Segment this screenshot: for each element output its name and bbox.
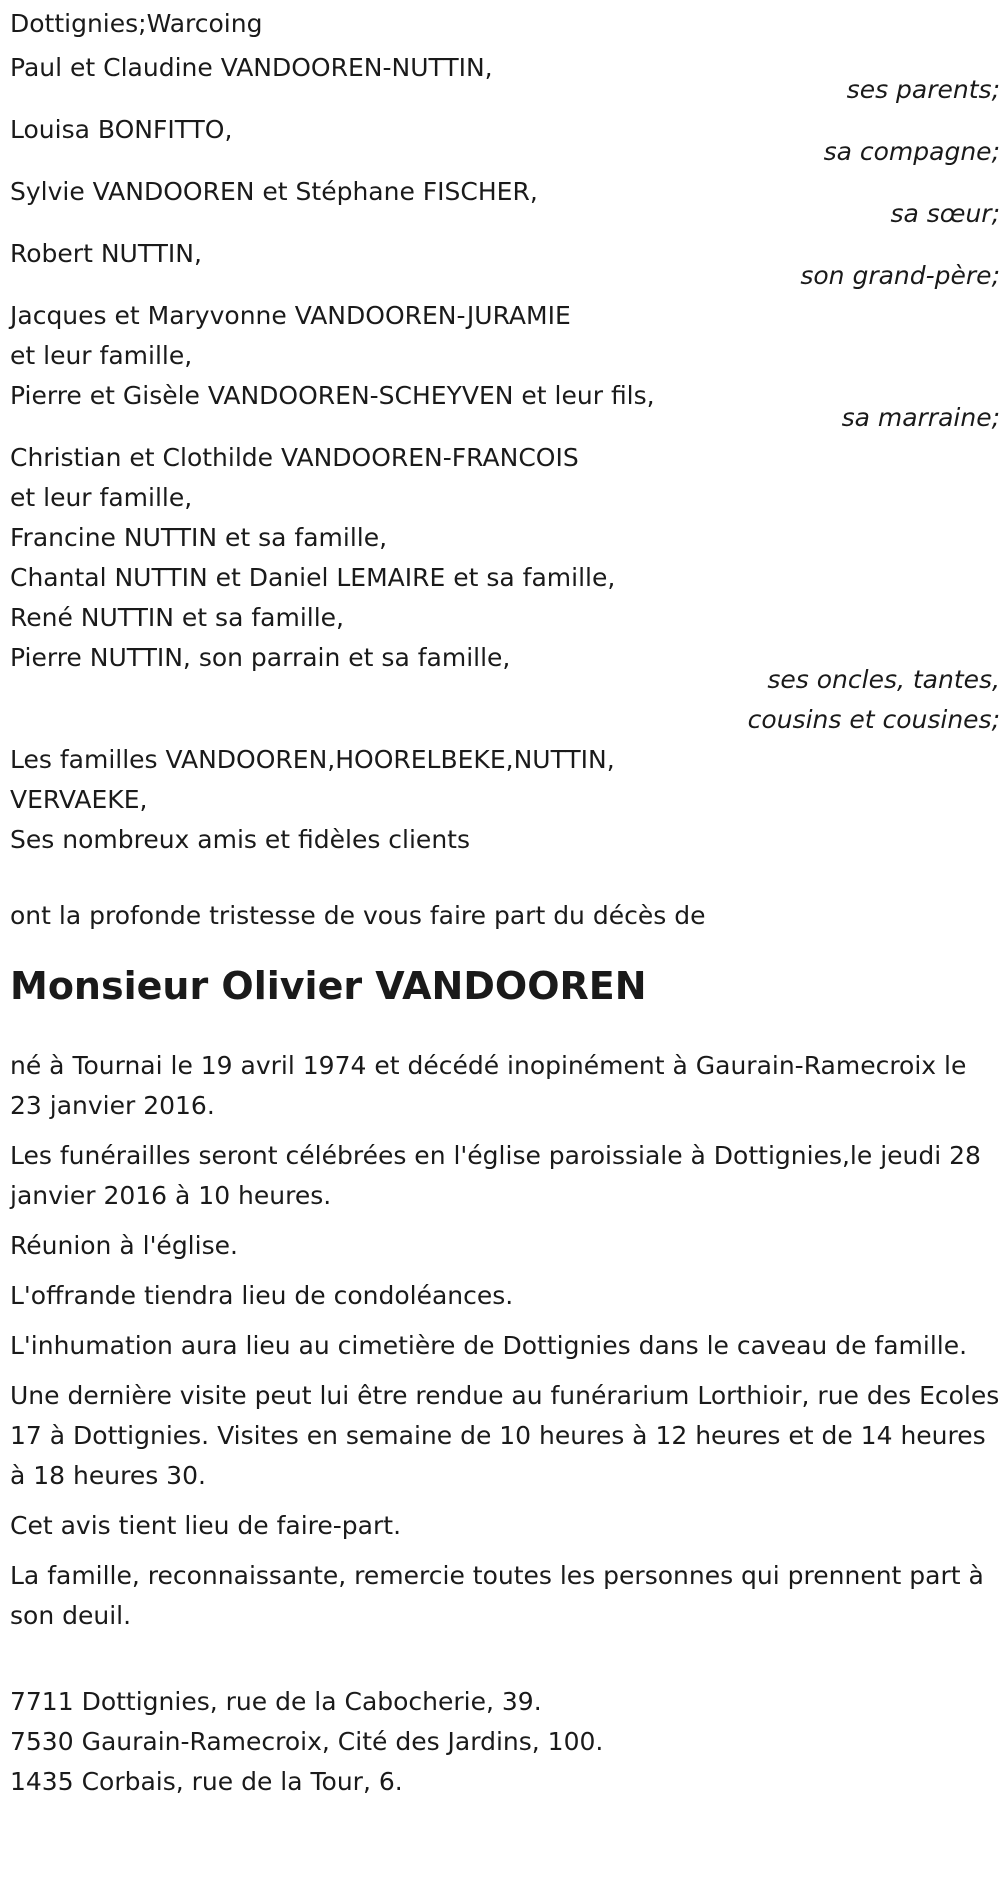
header-section (10, 4, 1000, 44)
announcement-section (10, 896, 1000, 1016)
announcement-intro: ont la profonde tristesse de vous faire part du décès de (10, 901, 706, 930)
godmother-relation: sa marraine; (841, 403, 1000, 432)
uncles-line-1: Christian et Clothilde VANDOOREN-FRANCOIS (10, 443, 579, 472)
families-line-3: Ses nombreux amis et fidèles clients (10, 825, 470, 854)
uncles-line-2: et leur famille, (10, 483, 193, 512)
families-line-2: VERVAEKE, (10, 785, 148, 814)
birth-death-paragraph: né à Tournai le 19 avril 1974 et décédé inopinément à Gaurain-Ramecroix le 23 janvier 2016. (10, 1051, 967, 1120)
grandfather-name: Robert NUTTIN, (10, 239, 202, 268)
uncles-line-6: Pierre NUTTIN, son parrain et sa famille, (10, 643, 511, 672)
address-line-1: 7711 Dottignies, rue de la Cabocherie, 39. (10, 1687, 542, 1716)
grandfather-relation: son grand-père; (800, 261, 1000, 290)
visit-paragraph: Une dernière visite peut lui être rendue au funérarium Lorthioir, rue des Ecoles 17 à Dottignies. Visites en semaine de 10 heures à 12 heures et de 14 heures à 18 heures 30. (10, 1381, 1000, 1490)
companion-relation: sa compagne; (823, 137, 1000, 166)
sister-name: Sylvie VANDOOREN et Stéphane FISCHER, (10, 177, 538, 206)
uncles-line-5: René NUTTIN et sa famille, (10, 603, 344, 632)
funeral-paragraph: Les funérailles seront célébrées en l'église paroissiale à Dottignies,le jeudi 28 janvier 2016 à 10 heures. (10, 1141, 981, 1210)
burial-paragraph: L'inhumation aura lieu au cimetière de Dottignies dans le caveau de famille. (10, 1331, 968, 1360)
location-line: Dottignies;Warcoing (10, 9, 263, 38)
parents-relation: ses parents; (846, 75, 1000, 104)
family-section (10, 48, 1000, 860)
notice-paragraph: Cet avis tient lieu de faire-part. (10, 1511, 402, 1540)
godmother-line-2: et leur famille, (10, 341, 193, 370)
uncles-line-3: Francine NUTTIN et sa famille, (10, 523, 388, 552)
godmother-line-3: Pierre et Gisèle VANDOOREN-SCHEYVEN et leur fils, (10, 381, 655, 410)
address-line-2: 7530 Gaurain-Ramecroix, Cité des Jardins, 100. (10, 1727, 604, 1756)
companion-name: Louisa BONFITTO, (10, 115, 233, 144)
uncles-relation-2: cousins et cousines; (747, 705, 1000, 734)
uncles-line-4: Chantal NUTTIN et Daniel LEMAIRE et sa famille, (10, 563, 616, 592)
godmother-line-1: Jacques et Maryvonne VANDOOREN-JURAMIE (10, 301, 571, 330)
families-line-1: Les familles VANDOOREN,HOORELBEKE,NUTTIN, (10, 745, 615, 774)
sister-relation: sa sœur; (890, 199, 1000, 228)
deceased-name: Monsieur Olivier VANDOOREN (10, 964, 647, 1008)
uncles-relation-1: ses oncles, tantes, (767, 665, 1000, 694)
meeting-paragraph: Réunion à l'église. (10, 1231, 238, 1260)
offering-paragraph: L'offrande tiendra lieu de condoléances. (10, 1281, 514, 1310)
parents-name: Paul et Claudine VANDOOREN-NUTTIN, (10, 53, 493, 82)
details-section (10, 1046, 1000, 1636)
thanks-paragraph: La famille, reconnaissante, remercie toutes les personnes qui prennent part à son deuil. (10, 1561, 984, 1630)
addresses-section (10, 1682, 1000, 1802)
address-line-3: 1435 Corbais, rue de la Tour, 6. (10, 1767, 403, 1796)
